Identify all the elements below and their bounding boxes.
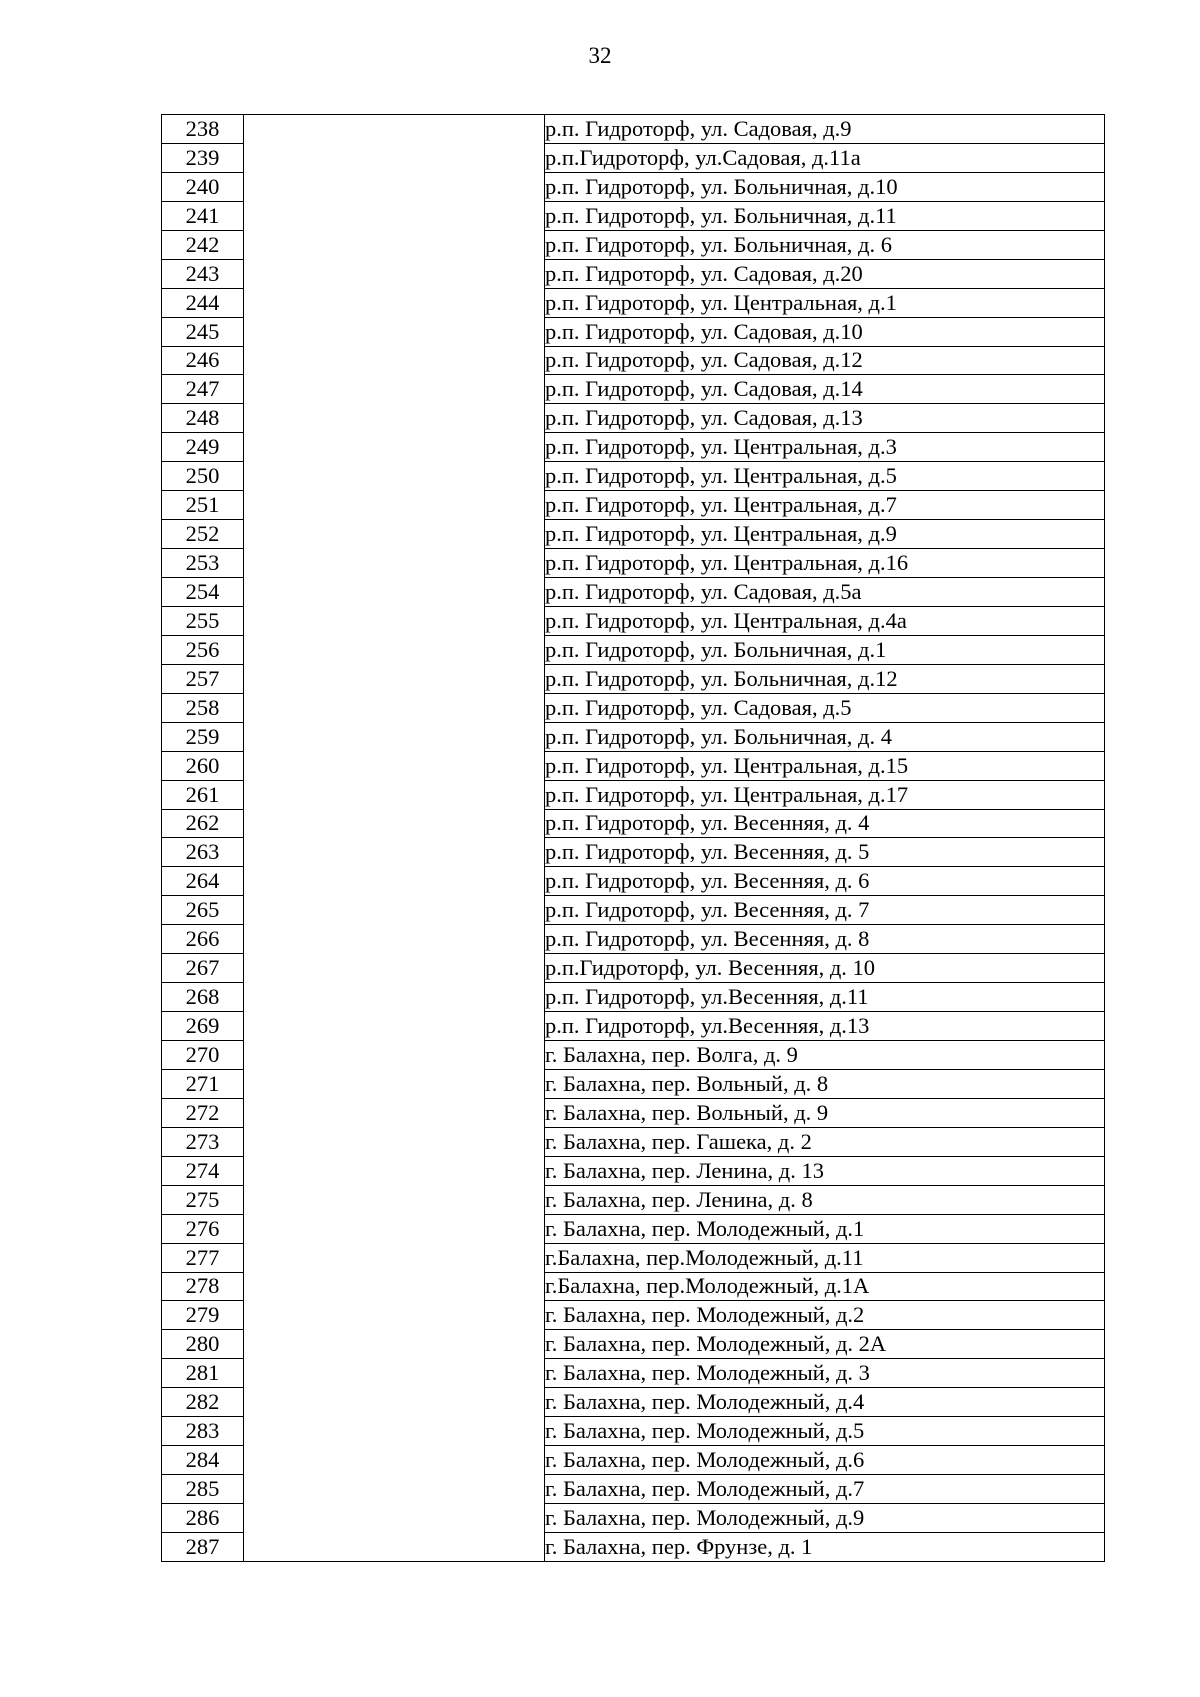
address-cell: г. Балахна, пер. Гашека, д. 2 <box>545 1127 1105 1156</box>
row-number-cell: 253 <box>162 549 244 578</box>
address-cell: г. Балахна, пер. Волга, д. 9 <box>545 1041 1105 1070</box>
address-cell: р.п. Гидроторф, ул. Садовая, д.12 <box>545 346 1105 375</box>
row-number-cell: 285 <box>162 1475 244 1504</box>
address-cell: г. Балахна, пер. Ленина, д. 8 <box>545 1185 1105 1214</box>
row-number-cell: 273 <box>162 1127 244 1156</box>
address-cell: р.п. Гидроторф, ул. Центральная, д.16 <box>545 549 1105 578</box>
address-cell: р.п. Гидроторф, ул. Садовая, д.10 <box>545 317 1105 346</box>
row-number-cell: 244 <box>162 288 244 317</box>
row-number-cell: 282 <box>162 1388 244 1417</box>
address-table-body <box>162 115 1105 1562</box>
address-cell: г. Балахна, пер. Молодежный, д.9 <box>545 1504 1105 1533</box>
row-number-cell: 242 <box>162 230 244 259</box>
address-cell: р.п. Гидроторф, ул. Центральная, д.1 <box>545 288 1105 317</box>
address-cell: г. Балахна, пер. Молодежный, д.4 <box>545 1388 1105 1417</box>
address-cell: г. Балахна, пер. Молодежный, д. 3 <box>545 1359 1105 1388</box>
address-cell: г.Балахна, пер.Молодежный, д.1А <box>545 1272 1105 1301</box>
row-number-cell: 275 <box>162 1185 244 1214</box>
address-cell: г. Балахна, пер. Вольный, д. 8 <box>545 1069 1105 1098</box>
row-number-cell: 256 <box>162 635 244 664</box>
address-cell: г. Балахна, пер. Молодежный, д.7 <box>545 1475 1105 1504</box>
address-cell: р.п. Гидроторф, ул. Садовая, д.20 <box>545 259 1105 288</box>
address-cell: р.п.Гидроторф, ул.Садовая, д.11а <box>545 143 1105 172</box>
address-cell: р.п. Гидроторф, ул. Садовая, д.9 <box>545 115 1105 144</box>
row-number-cell: 251 <box>162 491 244 520</box>
address-cell: р.п. Гидроторф, ул. Центральная, д.3 <box>545 433 1105 462</box>
row-number-cell: 262 <box>162 809 244 838</box>
address-cell: р.п. Гидроторф, ул. Садовая, д.5а <box>545 578 1105 607</box>
row-number-cell: 283 <box>162 1417 244 1446</box>
row-number-cell: 241 <box>162 201 244 230</box>
row-number-cell: 258 <box>162 693 244 722</box>
row-number-cell: 259 <box>162 722 244 751</box>
empty-column-cell <box>244 115 545 1562</box>
row-number-cell: 279 <box>162 1301 244 1330</box>
row-number-cell: 286 <box>162 1504 244 1533</box>
row-number-cell: 270 <box>162 1041 244 1070</box>
address-cell: р.п. Гидроторф, ул. Весенняя, д. 7 <box>545 896 1105 925</box>
address-cell: р.п. Гидроторф, ул. Центральная, д.15 <box>545 751 1105 780</box>
row-number-cell: 277 <box>162 1243 244 1272</box>
row-number-cell: 276 <box>162 1214 244 1243</box>
address-cell: р.п. Гидроторф, ул. Весенняя, д. 6 <box>545 867 1105 896</box>
row-number-cell: 272 <box>162 1098 244 1127</box>
address-cell: р.п. Гидроторф, ул. Весенняя, д. 4 <box>545 809 1105 838</box>
row-number-cell: 263 <box>162 838 244 867</box>
table-row <box>162 115 1105 144</box>
row-number-cell: 245 <box>162 317 244 346</box>
row-number-cell: 239 <box>162 143 244 172</box>
address-cell: р.п. Гидроторф, ул. Центральная, д.5 <box>545 462 1105 491</box>
row-number-cell: 284 <box>162 1446 244 1475</box>
row-number-cell: 255 <box>162 606 244 635</box>
address-cell: р.п. Гидроторф, ул. Центральная, д.7 <box>545 491 1105 520</box>
row-number-cell: 252 <box>162 520 244 549</box>
row-number-cell: 240 <box>162 172 244 201</box>
address-cell: г.Балахна, пер.Молодежный, д.11 <box>545 1243 1105 1272</box>
address-cell: р.п. Гидроторф, ул. Центральная, д.9 <box>545 520 1105 549</box>
address-cell: г. Балахна, пер. Молодежный, д.2 <box>545 1301 1105 1330</box>
row-number-cell: 265 <box>162 896 244 925</box>
address-cell: р.п. Гидроторф, ул. Весенняя, д. 5 <box>545 838 1105 867</box>
row-number-cell: 246 <box>162 346 244 375</box>
row-number-cell: 238 <box>162 115 244 144</box>
row-number-cell: 261 <box>162 780 244 809</box>
row-number-cell: 280 <box>162 1330 244 1359</box>
address-cell: г. Балахна, пер. Молодежный, д. 2А <box>545 1330 1105 1359</box>
address-cell: г. Балахна, пер. Молодежный, д.6 <box>545 1446 1105 1475</box>
row-number-cell: 249 <box>162 433 244 462</box>
address-cell: р.п. Гидроторф, ул.Весенняя, д.11 <box>545 983 1105 1012</box>
address-cell: р.п. Гидроторф, ул. Садовая, д.5 <box>545 693 1105 722</box>
row-number-cell: 243 <box>162 259 244 288</box>
page-number: 32 <box>588 43 612 68</box>
address-cell: г. Балахна, пер. Молодежный, д.1 <box>545 1214 1105 1243</box>
address-cell: г. Балахна, пер. Ленина, д. 13 <box>545 1156 1105 1185</box>
address-cell: р.п. Гидроторф, ул. Садовая, д.13 <box>545 404 1105 433</box>
address-cell: г. Балахна, пер. Вольный, д. 9 <box>545 1098 1105 1127</box>
address-cell: р.п.Гидроторф, ул. Весенняя, д. 10 <box>545 954 1105 983</box>
address-cell: р.п. Гидроторф, ул. Весенняя, д. 8 <box>545 925 1105 954</box>
row-number-cell: 274 <box>162 1156 244 1185</box>
address-cell: г. Балахна, пер. Молодежный, д.5 <box>545 1417 1105 1446</box>
address-cell: р.п. Гидроторф, ул. Больничная, д.10 <box>545 172 1105 201</box>
row-number-cell: 278 <box>162 1272 244 1301</box>
row-number-cell: 281 <box>162 1359 244 1388</box>
address-cell: р.п. Гидроторф, ул. Садовая, д.14 <box>545 375 1105 404</box>
row-number-cell: 257 <box>162 664 244 693</box>
row-number-cell: 267 <box>162 954 244 983</box>
row-number-cell: 287 <box>162 1532 244 1561</box>
address-cell: р.п. Гидроторф, ул. Больничная, д.11 <box>545 201 1105 230</box>
address-cell: р.п. Гидроторф, ул. Больничная, д. 4 <box>545 722 1105 751</box>
row-number-cell: 264 <box>162 867 244 896</box>
address-cell: р.п. Гидроторф, ул. Центральная, д.4а <box>545 606 1105 635</box>
address-cell: г. Балахна, пер. Фрунзе, д. 1 <box>545 1532 1105 1561</box>
address-table <box>161 114 1105 1562</box>
address-cell: р.п. Гидроторф, ул. Больничная, д.1 <box>545 635 1105 664</box>
address-cell: р.п. Гидроторф, ул. Больничная, д. 6 <box>545 230 1105 259</box>
row-number-cell: 248 <box>162 404 244 433</box>
address-cell: р.п. Гидроторф, ул.Весенняя, д.13 <box>545 1012 1105 1041</box>
row-number-cell: 247 <box>162 375 244 404</box>
row-number-cell: 250 <box>162 462 244 491</box>
row-number-cell: 254 <box>162 578 244 607</box>
address-cell: р.п. Гидроторф, ул. Центральная, д.17 <box>545 780 1105 809</box>
address-cell: р.п. Гидроторф, ул. Больничная, д.12 <box>545 664 1105 693</box>
row-number-cell: 260 <box>162 751 244 780</box>
row-number-cell: 271 <box>162 1069 244 1098</box>
row-number-cell: 269 <box>162 1012 244 1041</box>
row-number-cell: 266 <box>162 925 244 954</box>
row-number-cell: 268 <box>162 983 244 1012</box>
